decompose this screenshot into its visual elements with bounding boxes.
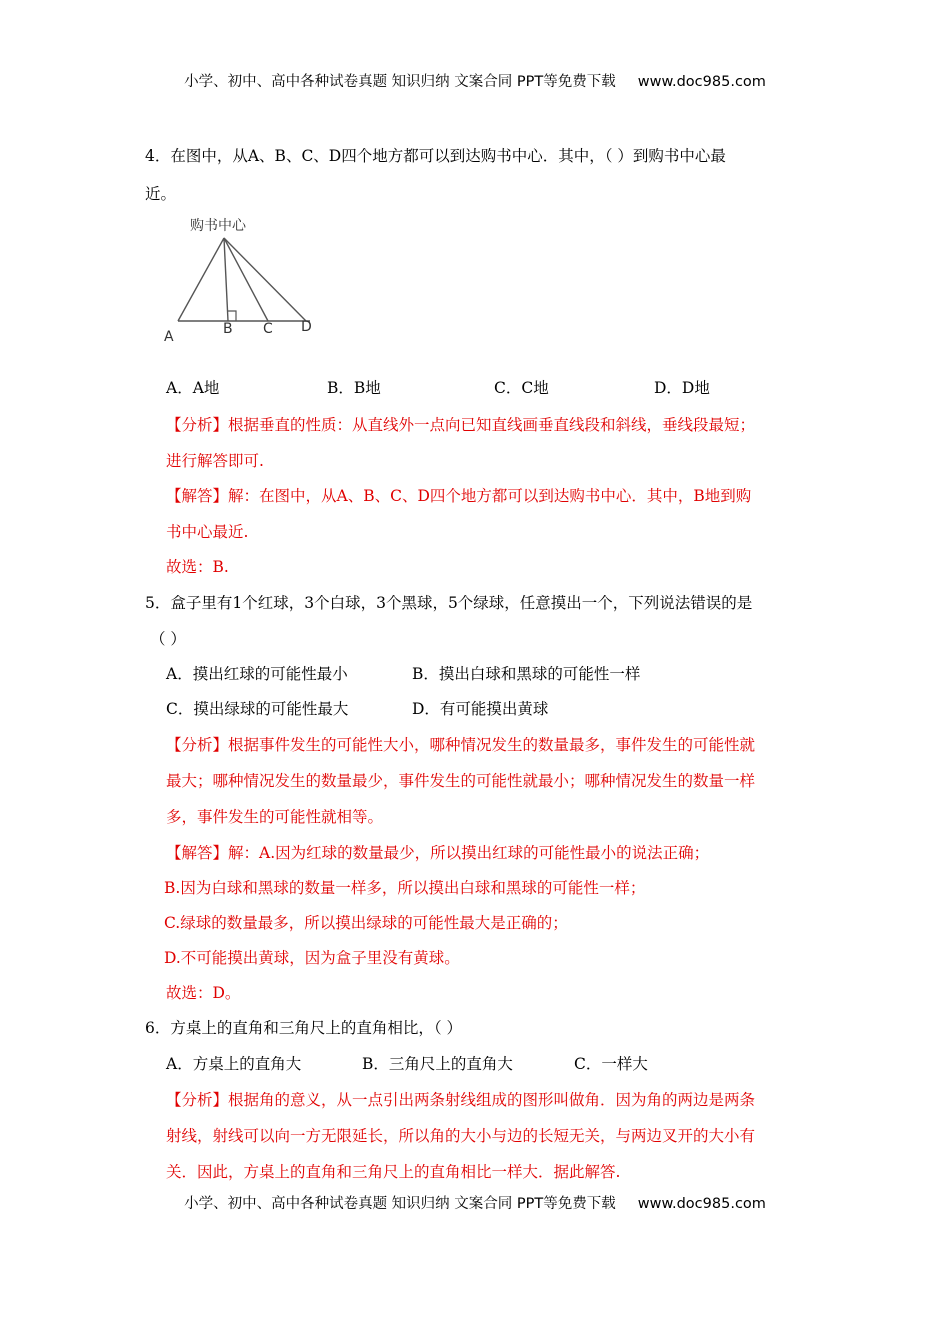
- q5-analysis-line2: 最大；哪种情况发生的数量最少，事件发生的可能性就最小；哪种情况发生的数量一样: [166, 772, 756, 790]
- q6-analysis-line3: 关．因此，方桌上的直角和三角尺上的直角相比一样大．据此解答.: [166, 1163, 621, 1181]
- q4-option-c: C．C地: [494, 379, 549, 397]
- diagram-label-b: B: [223, 321, 233, 337]
- q5-answer-line2: B.因为白球和黑球的数量一样多，所以摸出白球和黑球的可能性一样；: [164, 879, 646, 897]
- q5-option-a: A．摸出红球的可能性最小: [166, 665, 348, 683]
- q4-stem-line1: 4．在图中，从A、B、C、D四个地方都可以到达购书中心．其中，（ ）到购书中心最: [145, 147, 726, 165]
- q4-analysis-line1: 【分析】根据垂直的性质：从直线外一点向已知直线画垂直线段和斜线，垂线段最短；: [166, 416, 756, 434]
- q4-answer-line2: 书中心最近.: [166, 523, 249, 541]
- header-text: 小学、初中、高中各种试卷真题 知识归纳 文案合同 PPT等免费下载: [184, 74, 616, 90]
- page-footer: [0, 1192, 950, 1213]
- q4-answer-line1: 【解答】解：在图中，从A、B、C、D四个地方都可以到达购书中心．其中，B地到购: [166, 487, 752, 505]
- q4-option-d: D．D地: [654, 379, 710, 397]
- q5-analysis-line3: 多，事件发生的可能性就相等。: [166, 808, 384, 826]
- diagram-side-d: [224, 238, 306, 321]
- footer-text: 小学、初中、高中各种试卷真题 知识归纳 文案合同 PPT等免费下载: [184, 1196, 616, 1212]
- q4-choice: 故选：B.: [166, 558, 229, 576]
- q5-stem-line2: （ ）: [150, 630, 186, 648]
- q5-analysis-line1: 【分析】根据事件发生的可能性大小，哪种情况发生的数量最多，事件发生的可能性就: [166, 736, 756, 754]
- diagram-label-c: C: [263, 321, 273, 337]
- q5-answer-line1: 【解答】解：A.因为红球的数量最少，所以摸出红球的可能性最小的说法正确；: [166, 844, 710, 862]
- q6-option-c: C．一样大: [574, 1055, 648, 1073]
- q5-option-b: B．摸出白球和黑球的可能性一样: [412, 665, 641, 683]
- q6-analysis-line2: 射线，射线可以向一方无限延长，所以角的大小与边的长短无关，与两边叉开的大小有: [166, 1127, 756, 1145]
- diagram-title: 购书中心: [190, 218, 246, 234]
- diagram-side-a: [178, 238, 224, 321]
- diagram-side-c: [224, 238, 268, 321]
- q5-stem-line1: 5．盒子里有1个红球，3个白球，3个黑球，5个绿球，任意摸出一个，下列说法错误的是: [145, 594, 753, 612]
- footer-url: www.doc985.com: [637, 1196, 766, 1212]
- header-url: www.doc985.com: [637, 74, 766, 90]
- page-header: [0, 70, 950, 91]
- q4-analysis-line2: 进行解答即可.: [166, 452, 264, 470]
- q6-stem-line1: 6．方桌上的直角和三角尺上的直角相比，（ ）: [145, 1019, 463, 1037]
- q4-option-a: A．A地: [166, 379, 220, 397]
- q4-triangle-diagram: [160, 212, 330, 347]
- q6-option-a: A．方桌上的直角大: [166, 1055, 302, 1073]
- right-angle-mark: [228, 311, 236, 321]
- q5-choice: 故选：D。: [166, 984, 241, 1002]
- q5-answer-line4: D.不可能摸出黄球，因为盒子里没有黄球。: [164, 949, 460, 967]
- diagram-label-d: D: [301, 319, 312, 335]
- q4-stem-line2: 近。: [145, 185, 177, 203]
- q6-option-b: B．三角尺上的直角大: [362, 1055, 513, 1073]
- q5-option-d: D．有可能摸出黄球: [412, 700, 549, 718]
- q5-option-c: C．摸出绿球的可能性最大: [166, 700, 349, 718]
- q5-answer-line3: C.绿球的数量最多，所以摸出绿球的可能性最大是正确的；: [164, 914, 568, 932]
- q4-option-b: B．B地: [327, 379, 381, 397]
- diagram-side-b: [224, 238, 228, 321]
- diagram-label-a: A: [164, 329, 174, 345]
- q6-analysis-line1: 【分析】根据角的意义，从一点引出两条射线组成的图形叫做角．因为角的两边是两条: [166, 1091, 756, 1109]
